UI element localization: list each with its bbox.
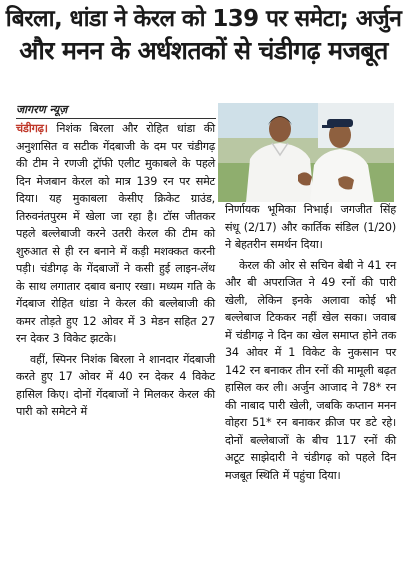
players-photo-illustration [218,103,394,202]
headline-line-2: और मनन के अर्धशतकों से चंडीगढ़ मजबूत [19,36,388,65]
dateline: चंडीगढ़। [16,122,48,135]
article-paragraph [16,120,215,348]
byline: जागरण न्यूज़ [16,103,68,116]
article-column-left [16,120,215,424]
news-photo [218,103,394,202]
article-paragraph: निर्णायक भूमिका निभाई। जगजीत सिंह संधू (2/17) और कार्तिक संडिल (1/20) ने बेहतरीन समर्थन दिया। [225,203,396,251]
article-text: निशंक बिरला और रोहित धांडा की अनुशासित व सटीक गेंदबाजी के दम पर चंडीगढ़ की टीम ने रणजी ट्रॉफी एलीट मुकाबले के पहले दिन मेजबान केरल को मात्र 139 रन पर समेट दिया। यह मुकाबला केसीए क्रिकेट ग्राउंड, तिरुवनंतपुरम में खेला जा रहा है। टॉस जीतकर पहले बल्लेबाजी करने उतरी केरल की टीम को शुरुआत से ही रन बनाने में कड़ी मशक्कत करनी पड़ी। चंडीगढ़ के गेंदबाजों ने कसी हुई लाइन-लेंथ के साथ लगातार दबाव बनाए रखा। मध्यम गति के गेंदबाज रोहित धांडा ने केरल की बल्लेबाजी की कमर तोड़ते हुए 12 ओवर में 3 मेडन सहित 27 रन देकर 3 विकेट झटके। [16,122,215,345]
headline-line-1: बिरला, धांडा ने केरल को 139 पर समेटा; अर्जुन [5,6,402,32]
byline-rule [16,118,216,119]
article-paragraph: केरल की ओर से सचिन बेबी ने 41 रन और बी अपराजित ने 49 रनों की पारी खेली, लेकिन इनके अलावा कोई भी बल्लेबाज टिककर नहीं खेल सका। जवाब में चंडीगढ़ ने दिन का खेल समाप्त होने तक 34 ओवर में 1 विकेट के नुकसान पर 142 रन बनाकर तीन रनों की मामूली बढ़त हासिल कर ली। अर्जुन आजाद ने 78* रन की नाबाद पारी खेली, जबकि कप्तान मनन वोहरा 51* रन बनाकर क्रीज पर डटे रहे। दोनों बल्लेबाजों के बीच 117 रनों की अटूट साझेदारी ने चंडीगढ़ को पहले दिन मजबूत स्थिति में पहुंचा दिया। [225,258,396,482]
headline [4,4,403,66]
article-column-right [225,201,396,487]
article-paragraph: वहीं, स्पिनर निशंक बिरला ने शानदार गेंदबाजी करते हुए 17 ओवर में 40 रन देकर 4 विकेट हासिल किए। दोनों गेंदबाजों ने मिलकर केरल की पारी को समेटने में [16,352,215,418]
